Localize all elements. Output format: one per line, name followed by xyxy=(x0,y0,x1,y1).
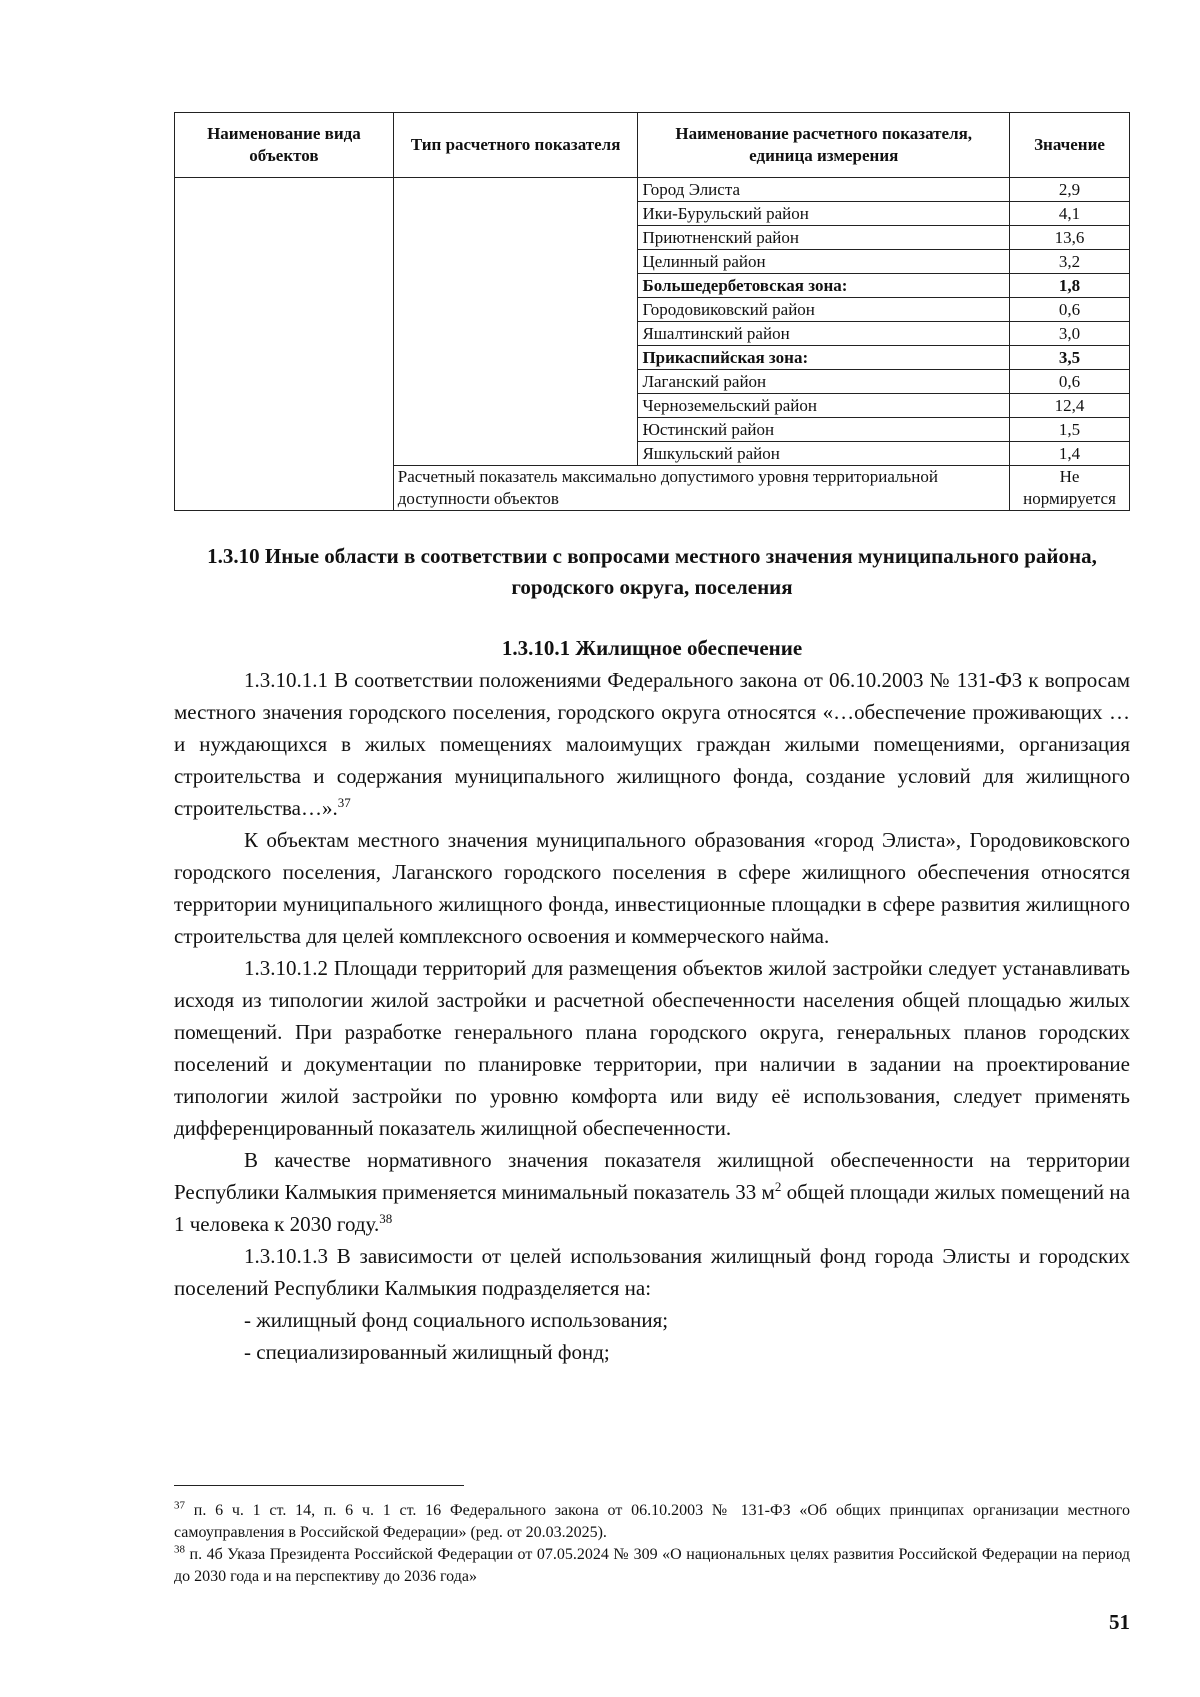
footnote xyxy=(174,1544,1130,1588)
row-name: Большедербетовская зона: xyxy=(638,274,1010,298)
paragraph-text: В качестве нормативного значения показателя жилищной обеспеченности на территории Республики Калмыкия применяется минимальный показатель 33 м xyxy=(174,1148,1130,1204)
paragraph-text: общей площади жилых помещений на 1 человека к 2030 году. xyxy=(174,1180,1130,1236)
row-name: Целинный район xyxy=(638,250,1010,274)
table-row xyxy=(175,178,1130,202)
row-value: 2,9 xyxy=(1010,178,1130,202)
footnote-ref: 38 xyxy=(379,1211,393,1226)
footnote-text: п. 4б Указа Президента Российской Федерации от 07.05.2024 № 309 «О национальных целях развития Российской Федерации на период до 2030 года и на перспективу до 2036 года» xyxy=(174,1546,1130,1585)
accessibility-value: Не нормируется xyxy=(1010,466,1130,511)
superscript-2: 2 xyxy=(774,1179,782,1194)
row-value: 3,0 xyxy=(1010,322,1130,346)
row-value: 0,6 xyxy=(1010,298,1130,322)
row-value: 12,4 xyxy=(1010,394,1130,418)
header-indicator-name: Наименование расчетного показателя, единица измерения xyxy=(638,113,1010,178)
body-text xyxy=(174,664,1130,1368)
paragraph: 1.3.10.1.3 В зависимости от целей использования жилищный фонд города Элисты и городских поселений Республики Калмыкия подразделяется на: xyxy=(174,1244,1130,1300)
footnote-divider xyxy=(174,1485,464,1486)
row-value: 4,1 xyxy=(1010,202,1130,226)
paragraph xyxy=(174,1144,1130,1240)
row-name: Юстинский район xyxy=(638,418,1010,442)
footnote-text: п. 6 ч. 1 ст. 14, п. 6 ч. 1 ст. 16 Федерального закона от 06.10.2003 № 131-ФЗ «Об общих принципах организации местного самоуправления в Российской Федерации» (ред. от 20.03.2025). xyxy=(174,1502,1130,1541)
row-name: Ики-Бурульский район xyxy=(638,202,1010,226)
section-title: 1.3.10 Иные области в соответствии с вопросами местного значения муниципального района, городского округа, поселения xyxy=(207,544,1097,599)
list-item: - специализированный жилищный фонд; xyxy=(244,1340,610,1364)
subsection-title: 1.3.10.1 Жилищное обеспечение xyxy=(501,636,803,660)
footnote xyxy=(174,1500,1130,1544)
header-indicator-type: Тип расчетного показателя xyxy=(393,113,638,178)
row-value: 1,8 xyxy=(1010,274,1130,298)
row-name: Черноземельский район xyxy=(638,394,1010,418)
table-header-row xyxy=(175,113,1130,178)
paragraph-text: 1.3.10.1.1 В соответствии положениями Федерального закона от 06.10.2003 № 131-ФЗ к вопросам местного значения городского поселения, городского округа относятся «…обеспечение проживающих … и нуждающихся в жилых помещениях малоимущих граждан жилыми помещениями, организация строительства и содержания муниципального жилищного фонда, создание условий для жилищного строительства…». xyxy=(174,668,1130,820)
accessibility-note: Расчетный показатель максимально допустимого уровня территориальной доступности объектов xyxy=(393,466,1009,511)
page-number: 51 xyxy=(1109,1610,1130,1634)
footnotes xyxy=(174,1500,1130,1588)
indicator-table xyxy=(174,112,1130,511)
row-name: Приютненский район xyxy=(638,226,1010,250)
header-value: Значение xyxy=(1010,113,1130,178)
header-object-type: Наименование вида объектов xyxy=(175,113,394,178)
row-value: 13,6 xyxy=(1010,226,1130,250)
row-value: 0,6 xyxy=(1010,370,1130,394)
empty-cell-object xyxy=(175,178,394,511)
footnote-ref: 37 xyxy=(337,795,351,810)
row-value: 3,5 xyxy=(1010,346,1130,370)
row-value: 1,4 xyxy=(1010,442,1130,466)
empty-cell-type xyxy=(393,178,638,466)
row-name: Городовиковский район xyxy=(638,298,1010,322)
row-value: 3,2 xyxy=(1010,250,1130,274)
row-name: Лаганский район xyxy=(638,370,1010,394)
paragraph xyxy=(174,664,1130,824)
row-name: Город Элиста xyxy=(638,178,1010,202)
paragraph: 1.3.10.1.2 Площади территорий для размещения объектов жилой застройки следует устанавливать исходя из типологии жилой застройки и расчетной обеспеченности населения общей площадью жилых помещений. При разработке генерального плана городского округа, генеральных планов городских поселений и документации по планировке территории, при наличии в задании на проектирование типологии жилой застройки по уровню комфорта или виду её использования, следует применять дифференцированный показатель жилищной обеспеченности. xyxy=(174,956,1130,1140)
footnote-number: 38 xyxy=(174,1543,185,1556)
row-name: Яшкульский район xyxy=(638,442,1010,466)
row-name: Яшалтинский район xyxy=(638,322,1010,346)
paragraph: К объектам местного значения муниципального образования «город Элиста», Городовиковского городского поселения, Лаганского городского поселения в сфере жилищного обеспечения относятся территории муниципального жилищного фонда, инвестиционные площадки в сфере развития жилищного строительства для целей комплексного освоения и коммерческого найма. xyxy=(174,828,1130,948)
document-page xyxy=(174,112,1130,1368)
footnote-number: 37 xyxy=(174,1499,185,1512)
row-value: 1,5 xyxy=(1010,418,1130,442)
list-item: - жилищный фонд социального использования; xyxy=(244,1308,669,1332)
row-name: Прикаспийская зона: xyxy=(638,346,1010,370)
